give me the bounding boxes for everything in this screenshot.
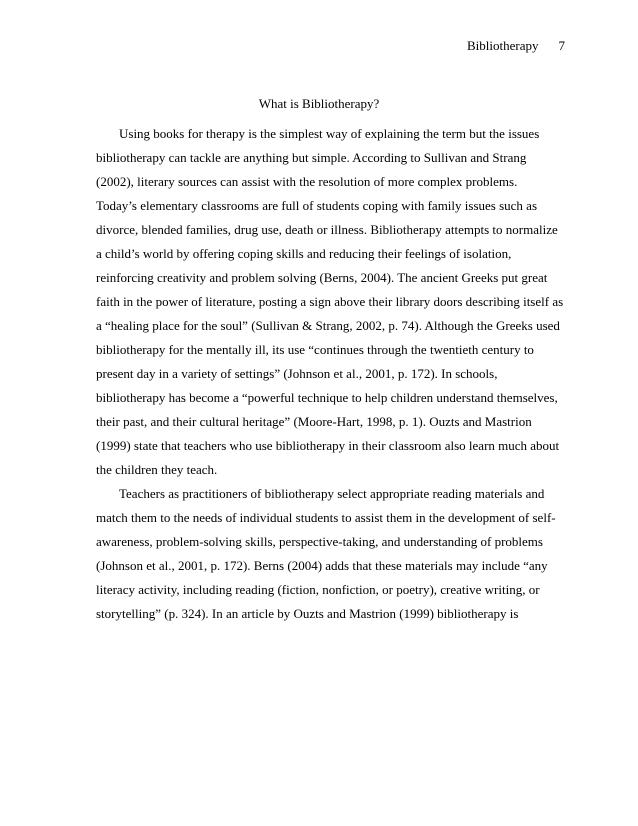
paragraph-line: Today’s elementary classrooms are full of students coping with family issues such as — [96, 198, 537, 213]
paragraph-line: bibliotherapy has become a “powerful technique to help children understand themselves, — [96, 390, 558, 405]
running-head — [467, 38, 565, 54]
paragraph-line: (1999) state that teachers who use bibliotherapy in their classroom also learn much about — [96, 438, 560, 453]
paragraph-line: their past, and their cultural heritage” (Moore-Hart, 1998, p. 1). Ouzts and Mastrion — [96, 414, 532, 429]
paragraph-line: literacy activity, including reading (fiction, nonfiction, or poetry), creative writing, or — [96, 582, 540, 597]
paragraph-line: match them to the needs of individual students to assist them in the development of self- — [96, 510, 556, 525]
paragraph-line: the children they teach. — [96, 462, 218, 477]
paragraph-line: storytelling” (p. 324). In an article by Ouzts and Mastrion (1999) bibliotherapy is — [96, 606, 519, 621]
paragraph-line: a child’s world by offering coping skills and reducing their feelings of isolation, — [96, 246, 512, 261]
running-title: Bibliotherapy — [467, 38, 539, 53]
paragraph-line: Using books for therapy is the simplest way of explaining the term but the issues — [119, 126, 540, 141]
page-number: 7 — [558, 38, 565, 53]
paragraph-line: faith in the power of literature, posting a sign above their library doors describing itself as — [96, 294, 564, 309]
paragraph-line: bibliotherapy can tackle are anything but simple. According to Sullivan and Strang — [96, 150, 527, 165]
paragraph-line: bibliotherapy for the mentally ill, its use “continues through the twentieth century to — [96, 342, 534, 357]
paragraph-line: (Johnson et al., 2001, p. 172). Berns (2004) adds that these materials may include “any — [96, 558, 548, 573]
section-title: What is Bibliotherapy? — [258, 96, 380, 111]
body-text — [96, 122, 566, 626]
paragraph-line: a “healing place for the soul” (Sullivan & Strang, 2002, p. 74). Although the Greeks used — [96, 318, 560, 333]
paragraph-line: present day in a variety of settings” (Johnson et al., 2001, p. 172). In schools, — [96, 366, 498, 381]
paragraph-line: divorce, blended families, drug use, death or illness. Bibliotherapy attempts to normalize — [96, 222, 558, 237]
paragraph-line: awareness, problem-solving skills, perspective-taking, and understanding of problems — [96, 534, 543, 549]
paragraph-line: (2002), literary sources can assist with the resolution of more complex problems. — [96, 174, 518, 189]
paragraph-line: reinforcing creativity and problem solving (Berns, 2004). The ancient Greeks put great — [96, 270, 548, 285]
paragraph-line: Teachers as practitioners of bibliotherapy select appropriate reading materials and — [119, 486, 545, 501]
